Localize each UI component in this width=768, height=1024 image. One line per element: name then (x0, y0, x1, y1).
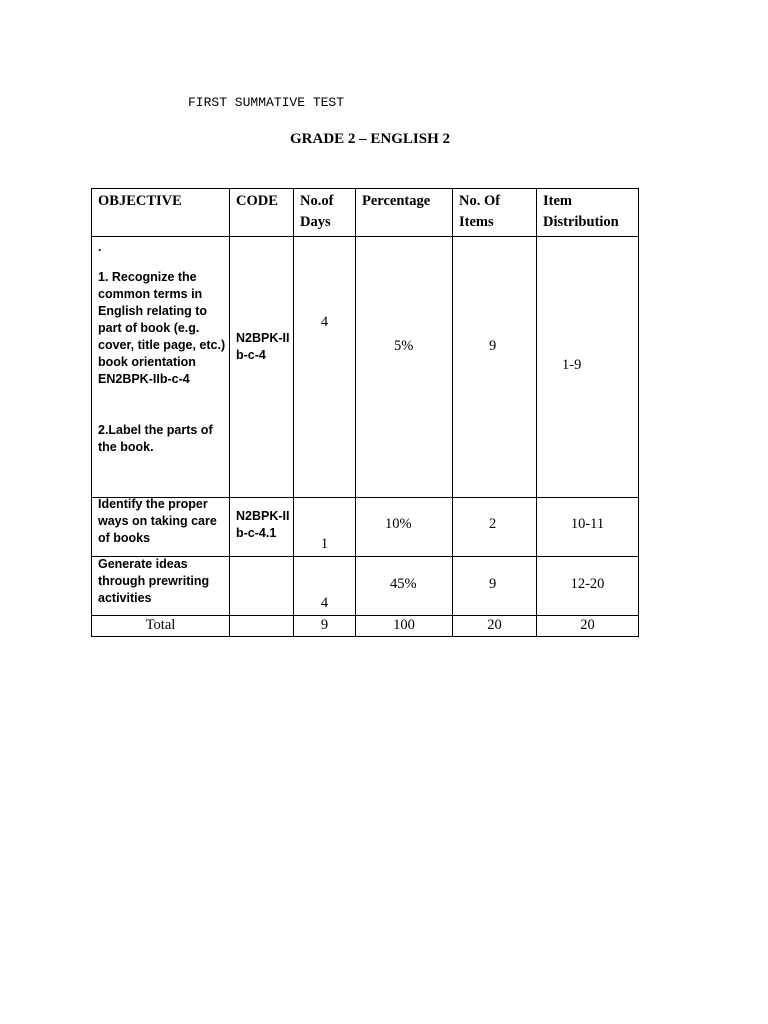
distribution-text: 10-11 (570, 516, 605, 532)
total-distribution: 20 (537, 616, 639, 637)
objective-text-2: 2.Label the parts of the book. (98, 423, 213, 454)
total-row (92, 616, 639, 637)
percentage-cell (356, 557, 453, 616)
distribution-text: 12-20 (570, 576, 605, 592)
days-cell (294, 498, 356, 557)
percentage-cell (356, 237, 453, 498)
distribution-cell (537, 498, 639, 557)
distribution-text: 1-9 (562, 357, 582, 373)
code-text: N2BPK-IIb-c-4 (236, 331, 290, 362)
items-cell (453, 557, 537, 616)
header-distribution: Item Distribution (537, 189, 639, 237)
items-text: 9 (489, 576, 497, 592)
percentage-text: 10% (385, 516, 412, 532)
header-row (92, 189, 639, 237)
days-cell (294, 557, 356, 616)
items-cell (453, 498, 537, 557)
item-distribution-table (91, 188, 639, 637)
items-text: 2 (489, 516, 497, 532)
distribution-cell (537, 557, 639, 616)
test-heading: FIRST SUMMATIVE TEST (188, 95, 345, 110)
days-cell (294, 237, 356, 498)
distribution-cell (537, 237, 639, 498)
total-days: 9 (294, 616, 356, 637)
total-code (230, 616, 294, 637)
total-percentage: 100 (356, 616, 453, 637)
header-days: No.of Days (294, 189, 356, 237)
table-row (92, 557, 639, 616)
objective-text-1: 1. Recognize the common terms in English relating to part of book (e.g. cover, title page, etc.) book orientation EN2BPK-IIb-c-4 (98, 270, 226, 386)
percentage-text: 45% (390, 576, 417, 592)
days-text: 4 (320, 595, 329, 611)
code-cell (230, 557, 294, 616)
objective-cell (92, 237, 230, 498)
objective-text: Generate ideas through prewriting activities (98, 557, 210, 605)
table-row (92, 498, 639, 557)
table-row (92, 237, 639, 498)
percentage-text: 5% (394, 338, 414, 354)
header-objective: OBJECTIVE (92, 189, 230, 237)
items-text: 9 (489, 338, 497, 354)
days-text: 1 (320, 536, 329, 552)
days-text: 4 (320, 314, 329, 330)
items-cell (453, 237, 537, 498)
code-cell (230, 237, 294, 498)
objective-cell (92, 498, 230, 557)
total-label: Total (92, 616, 230, 637)
header-percentage: Percentage (356, 189, 453, 237)
grade-subheading: GRADE 2 – ENGLISH 2 (289, 131, 451, 147)
header-code: CODE (230, 189, 294, 237)
total-items: 20 (453, 616, 537, 637)
objective-text: Identify the proper ways on taking care of books (98, 497, 217, 545)
code-cell (230, 498, 294, 557)
objective-dot: . (98, 240, 102, 254)
percentage-cell (356, 498, 453, 557)
code-text: N2BPK-IIb-c-4.1 (236, 509, 290, 540)
header-items: No. Of Items (453, 189, 537, 237)
objective-cell (92, 557, 230, 616)
